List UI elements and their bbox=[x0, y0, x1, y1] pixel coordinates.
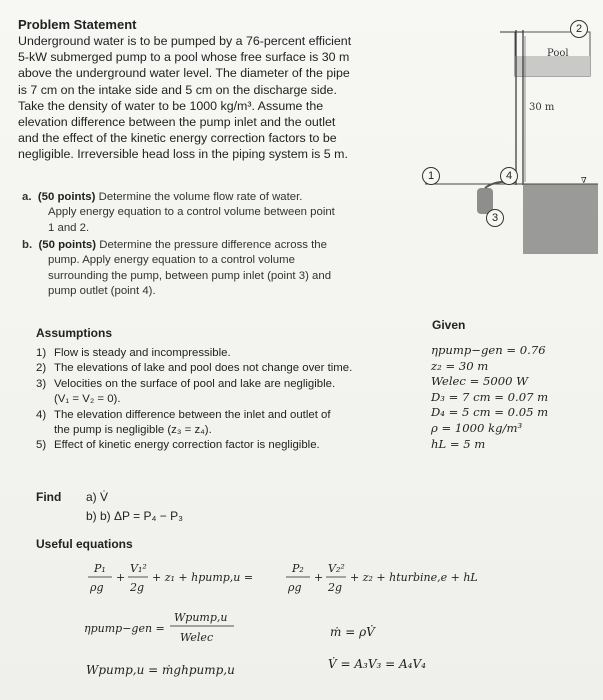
assumption-item: 3) Velocities on the surface of pool and lake are negligible. bbox=[36, 377, 336, 390]
find-item-a: a) V̇ bbox=[86, 490, 109, 504]
eq-lhs-rest: + z₁ + hpump,u = bbox=[152, 571, 254, 584]
eq-rhog2: ρg bbox=[288, 581, 302, 594]
svg-text:+: + bbox=[314, 571, 324, 584]
ground bbox=[523, 184, 598, 254]
energy-equation bbox=[80, 558, 600, 598]
assumptions-list bbox=[36, 346, 416, 454]
given-item: hL = 5 m bbox=[431, 436, 486, 451]
height-label: 30 m bbox=[529, 102, 555, 113]
given-item: ρ = 1000 kg/m³ bbox=[431, 420, 523, 435]
assumption-item: (V₁ = V₂ = 0). bbox=[54, 393, 121, 406]
given-item: z₂ = 30 m bbox=[431, 358, 489, 373]
statement-line: Underground water is to be pumped by a 76-percent efficient bbox=[18, 34, 352, 48]
eff-lhs: ηpump−gen = bbox=[84, 622, 165, 635]
assumption-item: 5) Effect of kinetic energy correction factor is negligible. bbox=[36, 439, 320, 452]
assumption-item: the pump is negligible (z₃ = z₄). bbox=[54, 424, 212, 437]
given-heading: Given bbox=[432, 318, 466, 332]
point-3-marker: 3 bbox=[486, 209, 504, 227]
question-b-text: surrounding the pump, between pump inlet (point 3) and bbox=[48, 269, 332, 282]
statement-line: elevation difference between the pump inlet and the outlet bbox=[18, 115, 336, 130]
point-2-marker: 2 bbox=[570, 20, 588, 38]
question-b-points: (50 points) bbox=[38, 239, 97, 251]
question-b-text: pump. Apply energy equation to a control volume bbox=[48, 254, 295, 267]
find-item-b: b) b) ΔP = P₄ − P₃ bbox=[86, 509, 183, 523]
pump-work-equation: Wpump,u = ṁghpump,u bbox=[86, 663, 235, 677]
question-a-text: Apply energy equation to a control volume between point bbox=[48, 206, 335, 219]
given-item: D₃ = 7 cm = 0.07 m bbox=[431, 389, 549, 404]
question-a bbox=[22, 190, 392, 236]
eq-v2: V₂² bbox=[328, 562, 345, 575]
assumption-item: 2) The elevations of lake and pool does not change over time. bbox=[36, 362, 353, 375]
question-b-label: b. bbox=[22, 239, 33, 251]
statement-line: above the underground water level. The diameter of the pipe bbox=[18, 66, 350, 81]
assumptions-heading: Assumptions bbox=[36, 326, 113, 340]
svg-text:+: + bbox=[116, 571, 126, 584]
given-item: D₄ = 5 cm = 0.05 m bbox=[431, 405, 549, 420]
efficiency-equation bbox=[84, 607, 284, 649]
useful-equations-heading: Useful equations bbox=[36, 537, 133, 551]
eq-p1: P₁ bbox=[94, 562, 106, 575]
point-1-marker: 1 bbox=[422, 167, 440, 185]
statement-line: Take the density of water to be 1000 kg/m³. Assume the bbox=[18, 98, 324, 113]
statement-line: 5-kW submerged pump to a pool whose free surface is 30 m bbox=[18, 50, 350, 65]
statement-line: is 7 cm on the intake side and 5 cm on the discharge side. bbox=[18, 82, 337, 97]
statement-line: negligible. Irreversible head loss in the piping system is 5 m. bbox=[18, 147, 348, 162]
eq-v1: V₁² bbox=[130, 562, 147, 575]
find-heading: Find bbox=[36, 490, 62, 504]
eq-2g1: 2g bbox=[130, 581, 145, 594]
eq-rhs-rest: + z₂ + hturbine,e + hL bbox=[350, 571, 478, 584]
mass-flow-equation: ṁ = ρV̇ bbox=[330, 625, 375, 639]
given-list bbox=[431, 343, 596, 452]
question-b bbox=[22, 238, 392, 299]
given-item: ηpump−gen = 0.76 bbox=[431, 343, 546, 357]
eq-2g2: 2g bbox=[328, 581, 343, 594]
point-4-marker: 4 bbox=[500, 167, 518, 185]
continuity-equation: V̇ = A₃V₃ = A₄V₄ bbox=[328, 657, 426, 671]
given-item: Welec = 5000 W bbox=[431, 374, 529, 389]
question-b-text: Determine the pressure difference across the bbox=[99, 239, 327, 251]
eq-p2: P₂ bbox=[292, 562, 304, 575]
eff-denominator: Welec bbox=[180, 631, 214, 644]
statement-line: and the effect of the kinetic energy correction factors to be bbox=[18, 131, 337, 146]
free-surface-symbol: ∇ bbox=[581, 176, 587, 185]
eff-numerator: Wpump,u bbox=[174, 611, 228, 624]
question-a-text: 1 and 2. bbox=[48, 221, 90, 234]
problem-statement bbox=[18, 33, 402, 163]
assumption-item: 4) The elevation difference between the inlet and outlet of bbox=[36, 408, 331, 421]
pool-water bbox=[515, 56, 590, 76]
assumption-item: 1) Flow is steady and incompressible. bbox=[36, 347, 231, 359]
problem-heading: Problem Statement bbox=[18, 17, 137, 32]
question-a-text: Determine the volume flow rate of water. bbox=[98, 191, 303, 203]
question-a-label: a. bbox=[22, 191, 32, 203]
eq-rhog1: ρg bbox=[90, 581, 104, 594]
question-b-text: pump outlet (point 4). bbox=[48, 284, 156, 297]
question-a-points: (50 points) bbox=[37, 191, 96, 203]
pool-label: Pool bbox=[547, 48, 569, 59]
